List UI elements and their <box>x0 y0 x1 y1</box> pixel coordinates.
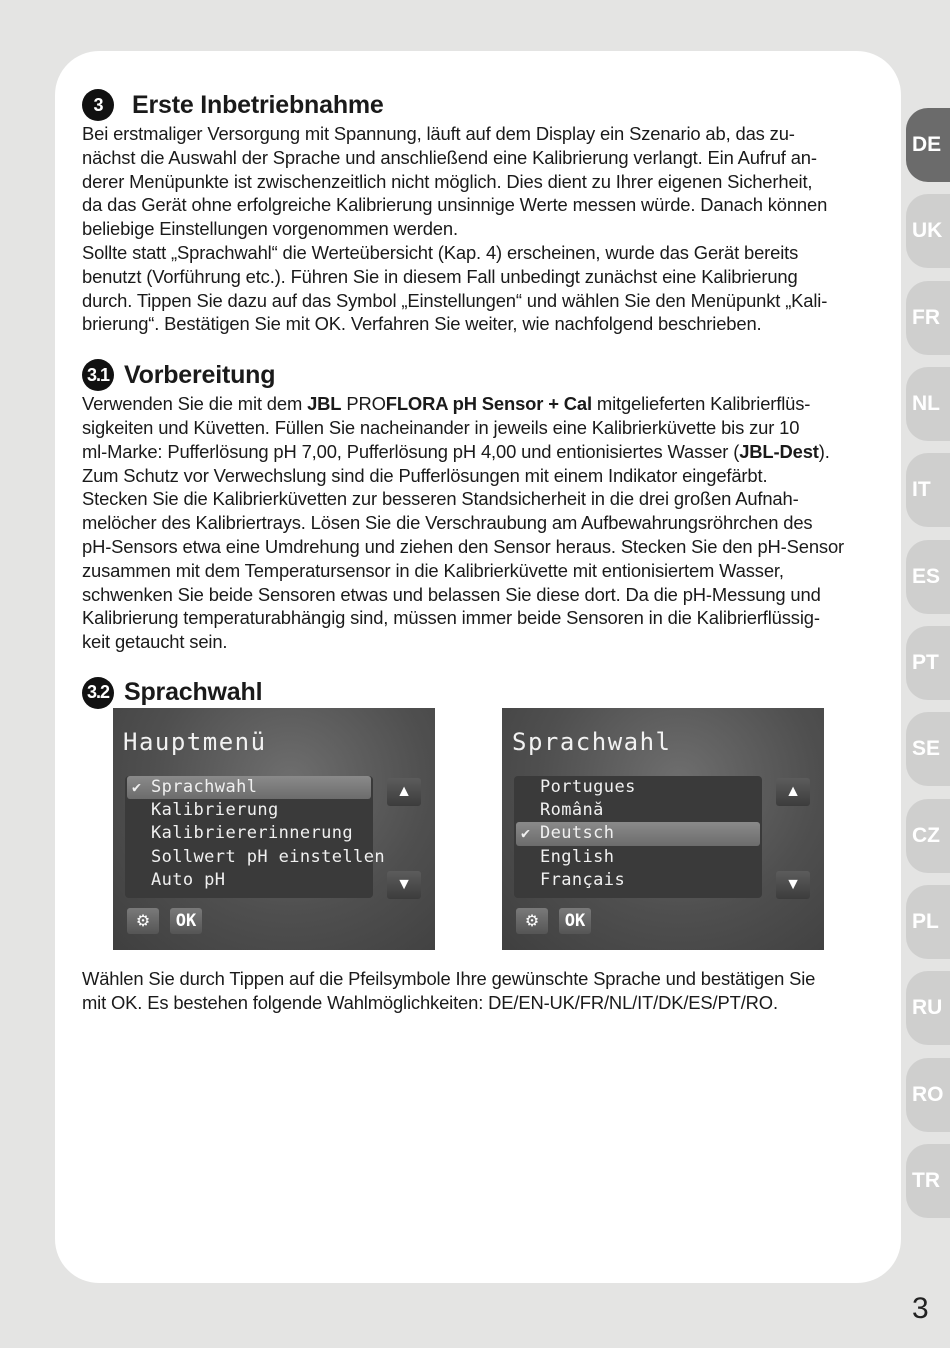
main-content <box>82 88 872 710</box>
text-line: keit getaucht sein. <box>82 631 228 653</box>
text-run: PRO <box>341 393 386 415</box>
section-title: Erste Inbetriebnahme <box>132 90 384 119</box>
device-screen-language <box>502 708 824 950</box>
menu-item-selected[interactable] <box>127 776 371 799</box>
text-line: beliebige Einstellungen vorgenommen werden. <box>82 218 458 240</box>
menu-list <box>125 776 385 898</box>
menu-item[interactable]: Kalibriererinnerung <box>151 823 354 844</box>
text-line: schwenken Sie beide Sensoren etwas und belassen Sie diese dort. Da die pH-Messung und <box>82 583 821 605</box>
lang-tab-uk[interactable]: UK <box>906 194 950 268</box>
text-line: melöcher des Kalibriertrays. Lösen Sie die Verschraubung am Aufbewahrungsröhrchen des <box>82 512 813 534</box>
text-line: mit OK. Es bestehen folgende Wahlmöglichkeiten: DE/EN-UK/FR/NL/IT/DK/ES/PT/RO. <box>82 991 778 1013</box>
gear-icon: ⚙ <box>524 913 540 930</box>
text-line: nächst die Auswahl der Sprache und anschließend eine Kalibrierung verlangt. Ein Aufruf an- <box>82 146 817 168</box>
text-run: Verwenden Sie die mit dem <box>82 393 308 415</box>
text-line <box>82 440 872 464</box>
lang-tab-nl[interactable]: NL <box>906 367 950 441</box>
lang-tab-cz[interactable]: CZ <box>906 799 950 873</box>
product-brand: JBL <box>307 393 342 415</box>
text-run: ml-Marke: Pufferlösung pH 7,00, Pufferlösung pH 4,00 und entionisiertes Wasser ( <box>82 440 740 462</box>
arrow-up-button[interactable] <box>387 778 421 806</box>
language-item[interactable]: Portugues <box>540 777 636 797</box>
settings-button[interactable] <box>516 908 548 934</box>
ok-button[interactable]: OK <box>170 908 202 934</box>
section-3-text <box>82 122 872 336</box>
text-line: Zum Schutz vor Verwechslung sind die Pufferlösungen mit einem Indikator eingefärbt. <box>82 464 768 486</box>
lang-tab-tr[interactable]: TR <box>906 1144 950 1218</box>
text-run: ). <box>818 440 830 462</box>
check-icon: ✔ <box>521 824 531 843</box>
device-screen-main-menu <box>113 708 435 950</box>
text-run: mitgelieferten Kalibrierflüs- <box>591 393 811 415</box>
lang-tab-es[interactable]: ES <box>906 540 950 614</box>
text-line: Bei erstmaliger Versorgung mit Spannung, läuft auf dem Display ein Szenario ab, das zu- <box>82 123 795 144</box>
section-number-badge: 3 <box>82 89 114 121</box>
arrow-down-button[interactable] <box>387 871 421 899</box>
text-line: benutzt (Vorführung etc.). Führen Sie in diesem Fall unbedingt zunächst eine Kalibrierung <box>82 265 798 287</box>
text-line: Kalibrierung temperaturabhängig sind, müssen immer beide Sensoren in die Kalibrierflüssig- <box>82 607 820 629</box>
language-item[interactable]: Română <box>540 800 604 821</box>
screen-title: Sprachwahl <box>512 728 672 756</box>
arrow-up-icon: ▲ <box>396 783 412 800</box>
lang-tab-it[interactable]: IT <box>906 453 950 527</box>
product-name: JBL-Dest <box>739 440 819 462</box>
text-line: pH-Sensors etwa eine Umdrehung und ziehen den Sensor heraus. Stecken Sie den pH-Sensor <box>82 535 845 557</box>
section-number-badge: 3.1 <box>82 359 114 391</box>
text-line: Stecken Sie die Kalibrierküvetten zur besseren Standsicherheit in die drei großen Aufnah- <box>82 488 799 510</box>
menu-item[interactable]: Auto pH <box>151 869 226 890</box>
menu-item-label: Sprachwahl <box>151 777 258 797</box>
menu-item[interactable]: Kalibrierung <box>151 800 279 821</box>
arrow-down-button[interactable] <box>776 871 810 899</box>
text-line: brierung“. Bestätigen Sie mit OK. Verfahren Sie weiter, wie nachfolgend beschrieben. <box>82 313 762 335</box>
text-line <box>82 392 872 416</box>
section-3-heading <box>82 88 872 122</box>
text-line: derer Menüpunkte ist zwischenzeitlich nicht möglich. Dies dient zu Ihrer eigenen Sicherheit, <box>82 170 813 192</box>
language-item[interactable]: Français <box>540 869 626 890</box>
arrow-down-icon: ▼ <box>396 876 412 893</box>
lang-tab-pt[interactable]: PT <box>906 626 950 700</box>
ok-button[interactable]: OK <box>559 908 591 934</box>
arrow-down-icon: ▼ <box>785 876 801 893</box>
arrow-up-icon: ▲ <box>785 783 801 800</box>
lang-tab-se[interactable]: SE <box>906 712 950 786</box>
text-line: Wählen Sie durch Tippen auf die Pfeilsymbole Ihre gewünschte Sprache und bestätigen Sie <box>82 968 816 989</box>
arrow-up-button[interactable] <box>776 778 810 806</box>
lang-tab-ru[interactable]: RU <box>906 971 950 1045</box>
page-number: 3 <box>912 1292 929 1325</box>
text-line: durch. Tippen Sie dazu auf das Symbol „Einstellungen“ und wählen Sie den Menüpunkt „Kali- <box>82 289 828 311</box>
lang-tab-ro[interactable]: RO <box>906 1058 950 1132</box>
section-number-badge: 3.2 <box>82 677 114 709</box>
section-3-1-text <box>82 392 872 654</box>
section-3-1-heading <box>82 358 872 392</box>
section-title: Vorbereitung <box>124 360 276 389</box>
text-line: zusammen mit dem Temperatursensor in die Kalibrierküvette mit entionisiertem Wasser, <box>82 559 784 581</box>
lang-tab-pl[interactable]: PL <box>906 885 950 959</box>
gear-icon: ⚙ <box>135 913 151 930</box>
text-line: da das Gerät ohne erfolgreiche Kalibrierung unsinnige Werte messen würde. Danach können <box>82 194 828 216</box>
section-3-2-heading <box>82 676 872 710</box>
section-title: Sprachwahl <box>124 678 263 707</box>
language-item[interactable]: English <box>540 846 615 867</box>
lang-tab-fr[interactable]: FR <box>906 281 950 355</box>
section-3-2-text <box>82 967 872 1015</box>
settings-button[interactable] <box>127 908 159 934</box>
lang-tab-de[interactable]: DE <box>906 108 950 182</box>
menu-item[interactable]: Sollwert pH einstellen <box>151 846 385 867</box>
text-line: sigkeiten und Küvetten. Füllen Sie nacheinander in jeweils eine Kalibrierküvette bis zur 10 <box>82 416 800 438</box>
check-icon: ✔ <box>132 778 142 796</box>
language-item-label: Deutsch <box>540 823 615 844</box>
language-item-selected[interactable] <box>516 822 760 845</box>
language-list <box>514 776 762 898</box>
screen-title: Hauptmenü <box>123 728 267 756</box>
text-line: Sollte statt „Sprachwahl“ die Werteübersicht (Kap. 4) erscheinen, wurde das Gerät bereits <box>82 241 799 263</box>
product-name: FLORA pH Sensor + Cal <box>385 393 592 415</box>
